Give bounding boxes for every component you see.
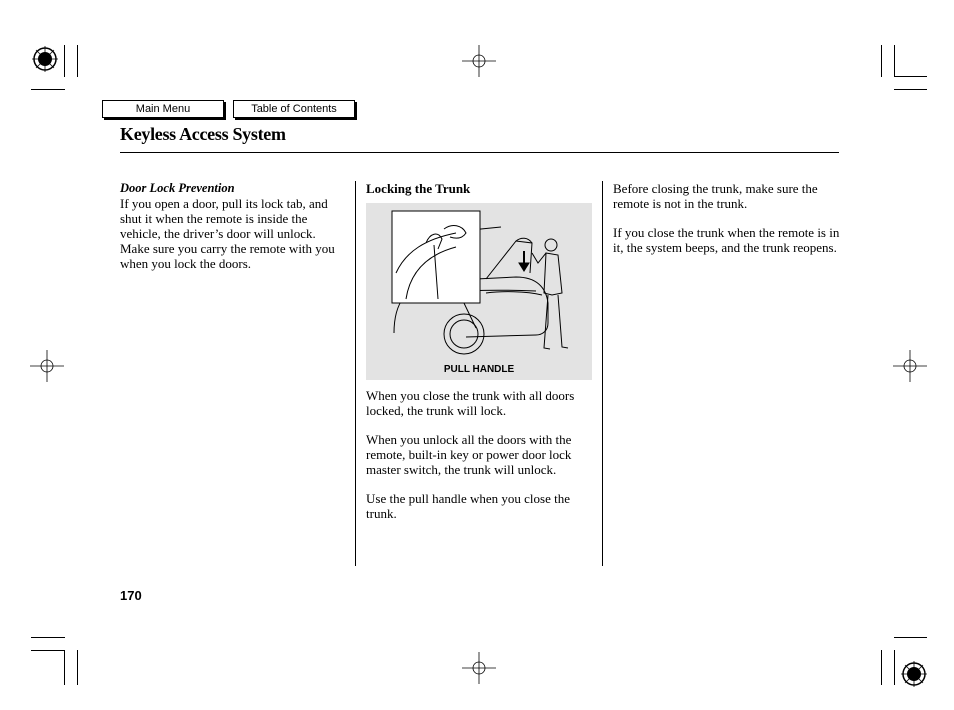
column-middle-text	[366, 388, 594, 535]
figure-label-pull-handle: PULL HANDLE	[443, 364, 515, 375]
column-right	[613, 181, 841, 269]
crosshair-icon	[462, 652, 496, 684]
trunk-illustration	[366, 203, 592, 380]
column-middle	[366, 181, 594, 196]
paragraph: Before closing the trunk, make sure the remote is not in the trunk.	[613, 181, 818, 211]
page-number: 170	[120, 588, 142, 603]
registration-target-icon	[899, 659, 929, 689]
main-menu-button[interactable]: Main Menu	[102, 100, 224, 118]
paragraph: If you close the trunk when the remote is in it, the system beeps, and the trunk reopens.	[613, 225, 840, 255]
column-divider	[355, 181, 356, 566]
crosshair-icon	[462, 45, 496, 77]
column-divider	[602, 181, 603, 566]
section-heading-locking-the-trunk: Locking the Trunk	[366, 181, 471, 196]
paragraph: If you open a door, pull its lock tab, and shut it when the remote is inside the vehicle, the driver’s door will unlock. Make sure you carry the remote with you when you lock the doors.	[120, 196, 335, 271]
crosshair-icon	[893, 350, 927, 382]
car-trunk-icon	[366, 203, 592, 363]
crosshair-icon	[30, 350, 64, 382]
paragraph: When you close the trunk with all doors locked, the trunk will lock.	[366, 388, 575, 418]
section-heading-door-lock-prevention: Door Lock Prevention	[120, 181, 235, 195]
paragraph: Use the pull handle when you close the trunk.	[366, 491, 570, 521]
title-rule	[120, 152, 839, 153]
column-left	[120, 181, 348, 285]
paragraph: When you unlock all the doors with the remote, built-in key or power door lock master switch, the trunk will unlock.	[366, 432, 572, 477]
page-title: Keyless Access System	[120, 124, 286, 144]
registration-target-icon	[30, 44, 60, 74]
table-of-contents-button[interactable]: Table of Contents	[233, 100, 355, 118]
